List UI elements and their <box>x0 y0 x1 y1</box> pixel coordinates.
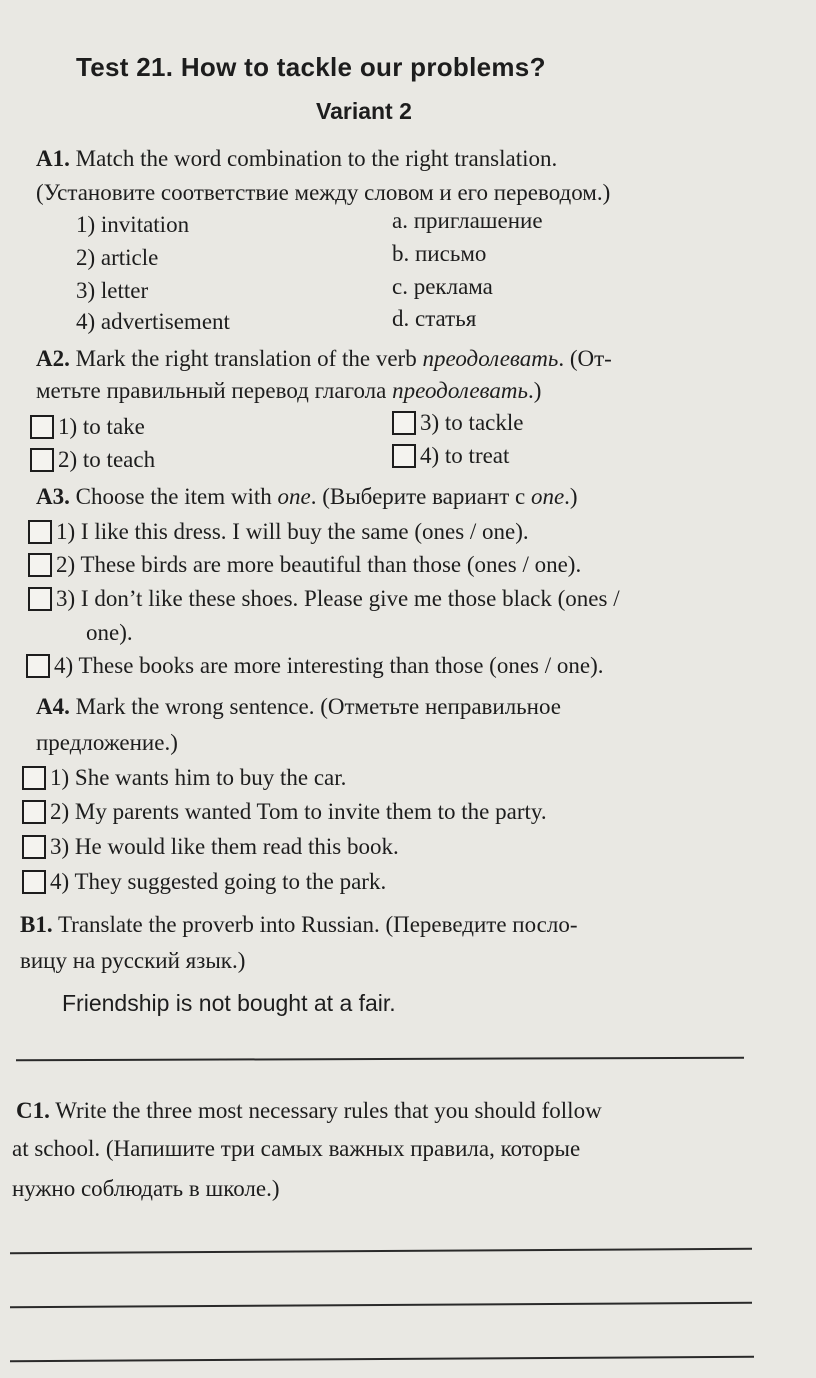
c1-instruction <box>16 1098 602 1124</box>
a1-word-1: 1) invitation <box>76 212 190 237</box>
a4-option-3[interactable] <box>22 834 399 860</box>
a3-option-2[interactable] <box>28 552 581 578</box>
a4-option-1-label: 1) She wants him to buy the car. <box>50 765 347 790</box>
c1-label: C1. <box>16 1098 50 1123</box>
b1-label: B1. <box>20 912 53 937</box>
b1-instruction-ru: вицу на русский язык.) <box>20 948 246 973</box>
a3-text-c: .) <box>564 484 578 509</box>
a4-option-3-label: 3) He would like them read this book. <box>50 834 399 859</box>
a1-translation-a: a. приглашение <box>392 208 543 233</box>
a2-verb: преодолевать <box>422 346 559 371</box>
c1-answer-line-1[interactable] <box>10 1248 752 1254</box>
checkbox[interactable] <box>392 411 416 435</box>
a1-instruction <box>36 146 557 172</box>
a2-option-3-label: 3) to tackle <box>420 410 524 435</box>
a4-option-2-label: 2) My parents wanted Tom to invite them to the party. <box>50 799 547 824</box>
a1-instruction-ru: (Установите соответствие между словом и его переводом.) <box>36 180 611 205</box>
a2-option-3[interactable] <box>392 410 523 436</box>
c1-text-3: нужно соблюдать в школе.) <box>12 1176 280 1201</box>
checkbox[interactable] <box>30 415 54 439</box>
checkbox[interactable] <box>392 444 416 468</box>
a2-label: A2. <box>36 346 70 371</box>
a3-option-1-label: 1) I like this dress. I will buy the same (ones / one). <box>56 519 529 544</box>
a1-instruction-text: Match the word combination to the right translation. <box>75 146 558 171</box>
a3-option-2-label: 2) These birds are more beautiful than those (ones / one). <box>56 552 582 577</box>
a2-option-1[interactable] <box>30 414 145 440</box>
a3-instruction <box>36 484 578 510</box>
a2-option-1-label: 1) to take <box>58 414 145 439</box>
a1-translation-d: d. статья <box>392 306 477 331</box>
a4-option-4-label: 4) They suggested going to the park. <box>50 869 387 894</box>
a4-instruction <box>36 694 561 720</box>
checkbox[interactable] <box>26 654 50 678</box>
checkbox[interactable] <box>30 448 54 472</box>
a1-word-4: 4) advertisement <box>76 309 230 334</box>
checkbox[interactable] <box>22 766 46 790</box>
b1-answer-line[interactable] <box>16 1057 744 1061</box>
a2-option-4[interactable] <box>392 443 509 469</box>
checkbox[interactable] <box>22 835 46 859</box>
checkbox[interactable] <box>22 870 46 894</box>
checkbox[interactable] <box>22 800 46 824</box>
a2-text-2: метьте правильный перевод глагола <box>36 378 393 403</box>
a3-option-4-label: 4) These books are more interesting than those (ones / one). <box>54 653 604 678</box>
a3-option-3-continued: one). <box>86 620 133 645</box>
a1-word-3: 3) letter <box>76 278 149 303</box>
a3-option-3-label: 3) I don’t like these shoes. Please give me those black (ones / <box>56 586 620 611</box>
a2-option-2-label: 2) to teach <box>58 447 156 472</box>
c1-answer-line-2[interactable] <box>10 1302 752 1308</box>
page-title: Test 21. How to tackle our problems? <box>76 52 546 82</box>
a2-text-1-tail: . (От- <box>558 346 612 371</box>
checkbox[interactable] <box>28 553 52 577</box>
c1-answer-line-3[interactable] <box>10 1356 754 1362</box>
a4-option-4[interactable] <box>22 869 386 895</box>
a3-option-3[interactable] <box>28 586 620 612</box>
a2-text-2-tail: .) <box>527 378 542 403</box>
a3-option-1[interactable] <box>28 519 529 545</box>
a1-word-2: 2) article <box>76 245 159 270</box>
c1-text-1: Write the three most necessary rules that you should follow <box>55 1098 602 1123</box>
a3-word: one <box>277 484 311 509</box>
a3-option-4[interactable] <box>26 653 604 679</box>
a2-option-2[interactable] <box>30 447 155 473</box>
c1-text-2: at school. (Напишите три самых важных правила, которые <box>12 1136 581 1161</box>
a4-option-2[interactable] <box>22 799 547 825</box>
a1-translation-b: b. письмо <box>392 241 487 266</box>
checkbox[interactable] <box>28 587 52 611</box>
a1-label: A1. <box>36 146 70 171</box>
a4-text-1: Mark the wrong sentence. (Отметьте неправильное <box>75 694 561 719</box>
checkbox[interactable] <box>28 520 52 544</box>
a2-instruction-ru <box>36 378 541 404</box>
a3-text-b: . (Выберите вариант с <box>310 484 531 509</box>
b1-instruction <box>20 912 578 938</box>
a3-text-a: Choose the item with <box>75 484 278 509</box>
a4-option-1[interactable] <box>22 765 346 791</box>
a4-label: A4. <box>36 694 70 719</box>
a2-instruction <box>36 346 612 372</box>
variant-label: Variant 2 <box>316 98 412 124</box>
a2-text-1: Mark the right translation of the verb <box>75 346 423 371</box>
a2-option-4-label: 4) to treat <box>420 443 510 468</box>
b1-proverb: Friendship is not bought at a fair. <box>62 990 396 1016</box>
a2-verb-2: преодолевать <box>392 378 528 403</box>
a4-instruction-ru: предложение.) <box>36 730 178 755</box>
b1-text-1: Translate the proverb into Russian. (Переведите посло- <box>57 912 578 937</box>
a3-label: A3. <box>36 484 70 509</box>
a1-translation-c: c. реклама <box>392 274 493 299</box>
a3-word-2: one <box>530 484 565 509</box>
